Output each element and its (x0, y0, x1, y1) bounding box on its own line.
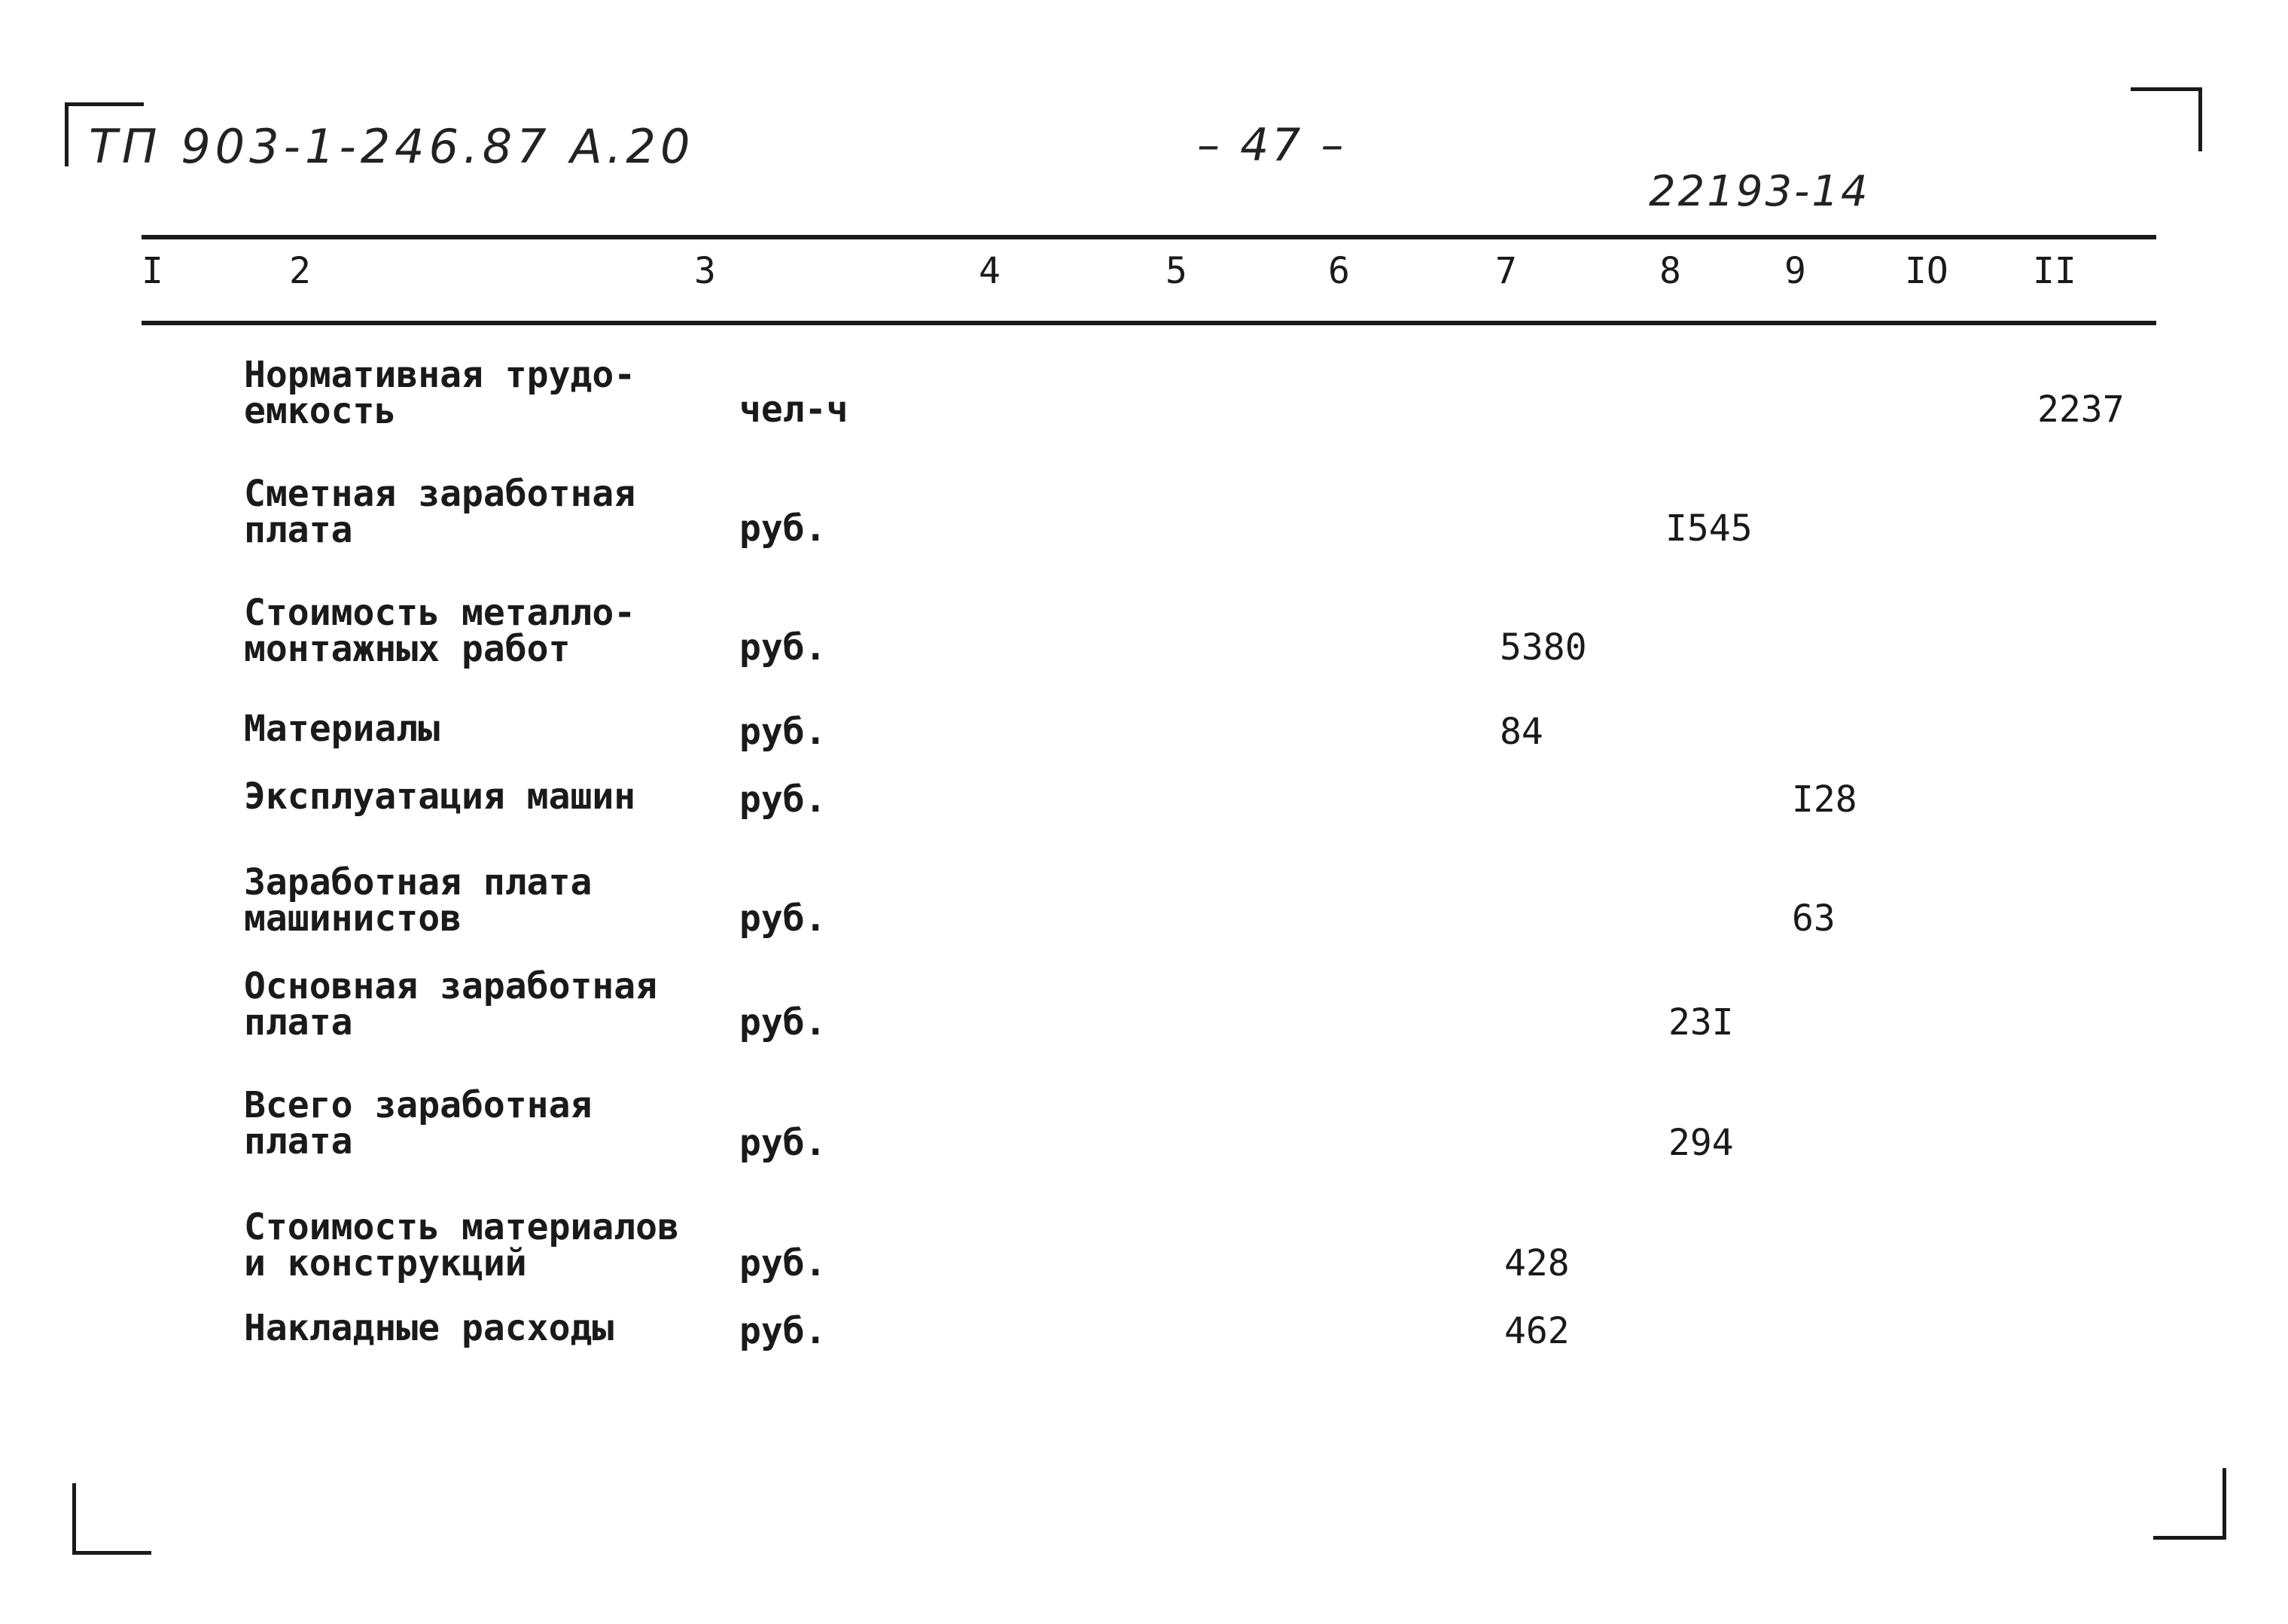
row-label: Эксплуатация машин (244, 775, 636, 818)
row-label: Материалы (244, 708, 440, 750)
row-value: 63 (1792, 897, 1836, 940)
row-unit: руб. (739, 1001, 827, 1044)
column-number: 4 (979, 250, 1001, 292)
column-number: 6 (1328, 250, 1350, 292)
column-number: 5 (1165, 250, 1187, 292)
column-number: 9 (1784, 250, 1806, 292)
row-value: 428 (1504, 1242, 1570, 1284)
row-unit: руб. (739, 778, 827, 821)
row-value: 462 (1504, 1310, 1570, 1352)
row-unit: руб. (739, 897, 827, 940)
column-number: IO (1905, 250, 1948, 292)
corner-mark-bottom-right (2153, 1468, 2226, 1540)
row-value: 294 (1668, 1122, 1734, 1164)
column-number: 7 (1495, 250, 1517, 292)
row-unit: руб. (739, 711, 827, 753)
column-number: 8 (1659, 250, 1681, 292)
row-value: 84 (1500, 711, 1543, 753)
column-number: I (142, 250, 163, 292)
row-value: 23I (1668, 1001, 1734, 1044)
row-unit: руб. (739, 507, 827, 550)
column-number: 2 (289, 250, 311, 292)
row-value: 5380 (1500, 626, 1587, 669)
row-unit: руб. (739, 626, 827, 669)
table-header-rule (142, 321, 2156, 325)
corner-mark-top-right (2131, 87, 2202, 151)
row-unit: руб. (739, 1310, 827, 1352)
table-top-rule (142, 235, 2156, 239)
row-label: Сметная заработная плата (244, 473, 636, 551)
row-unit: руб. (739, 1242, 827, 1284)
row-label: Основная заработная плата (244, 965, 658, 1044)
page-number: – 47 – (1197, 119, 1347, 172)
column-number: 3 (694, 250, 716, 292)
row-label: Всего заработная плата (244, 1084, 593, 1162)
reference-number: 22193-14 (1649, 167, 1870, 216)
row-unit: руб. (739, 1122, 827, 1164)
row-unit: чел-ч (739, 388, 848, 431)
row-label: Стоимость материалов и конструкций (244, 1206, 679, 1284)
row-value: I28 (1792, 778, 1857, 821)
column-number: II (2033, 250, 2076, 292)
row-label: Заработная плата машинистов (244, 861, 593, 940)
document-code: ТП 903-1-246.87 А.20 (89, 119, 695, 174)
row-label: Нормативная трудо- емкость (244, 354, 636, 432)
row-value: 2237 (2037, 388, 2125, 431)
corner-mark-bottom-left (72, 1483, 151, 1555)
row-label: Накладные расходы (244, 1307, 614, 1349)
row-label: Стоимость металло- монтажных работ (244, 592, 636, 670)
row-value: I545 (1665, 507, 1753, 550)
